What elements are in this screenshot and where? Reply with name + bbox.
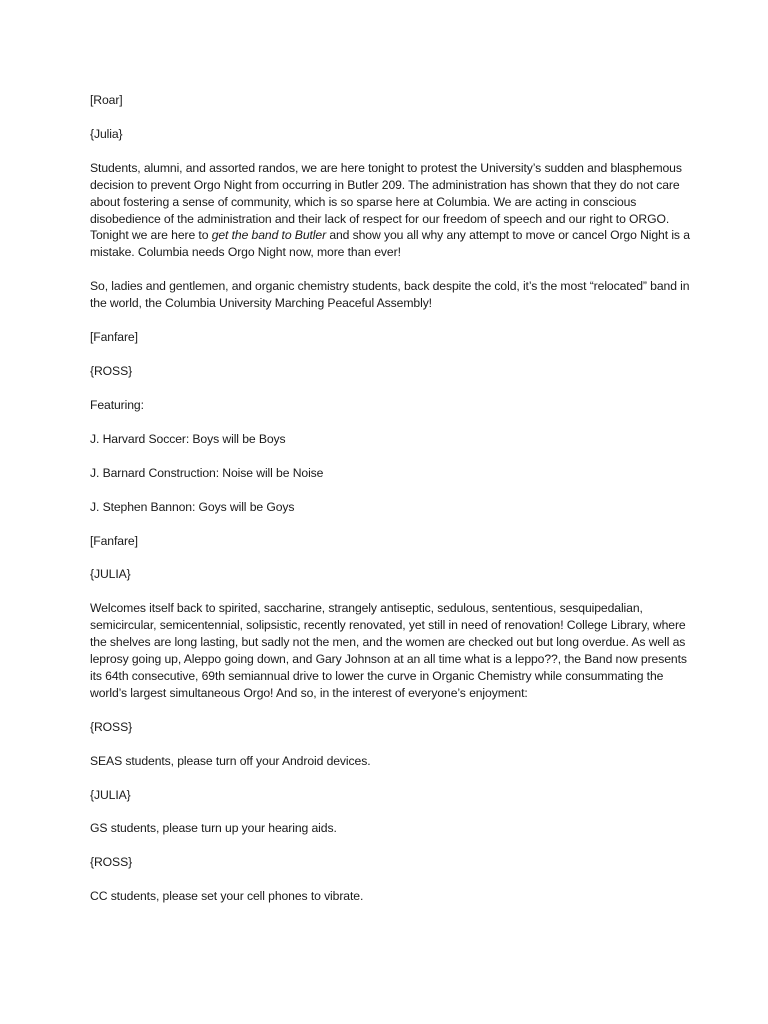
- band-intro-paragraph: So, ladies and gentlemen, and organic chemistry students, back despite the cold, it’s the most “relocated” band in the world, the Columbia University Marching Peaceful Assembly!: [90, 279, 690, 311]
- speaker-julia: {JULIA}: [90, 567, 131, 582]
- welcome-paragraph: Welcomes itself back to spirited, saccharine, strangely antiseptic, sedulous, sententious, sesquipedalian, semicircular, semicentennial, solipsistic, recently renovated, yet still in need of renovation! College Library, where the shelves are long lasting, but sadly not the men, and the women are checked out but long overdue. As well as leprosy going up, Aleppo going down, and Gary Johnson at an all time what is a leppo??, the Band now presents its 64th consecutive, 69th semiannual drive to lower the curve in Organic Chemistry while consummating the world’s largest simultaneous Orgo! And so, in the interest of everyone’s enjoyment:: [90, 601, 687, 700]
- speaker-ross: {ROSS}: [90, 855, 133, 870]
- stage-direction-fanfare: [Fanfare]: [90, 330, 138, 345]
- document-body: [90, 92, 690, 922]
- intro-text-part-1: Students, alumni, and assorted randos, we are here tonight to protest the University’s sudden and blasphemous decision to prevent Orgo Night from occurring in Butler 209. The administration has shown that they do not care about fostering a sense of community, which is so sparse here at Columbia. We are acting in conscious disobedience of the administration and their lack of respect for our freedom of speech and our right to ORGO. Tonight we are here to: [90, 160, 682, 243]
- speaker-ross: {ROSS}: [90, 719, 133, 734]
- speaker-ross: {ROSS}: [90, 363, 133, 378]
- announcement-line: SEAS students, please turn off your Android devices.: [90, 753, 371, 768]
- intro-text-italic: get the band to Butler: [211, 228, 327, 243]
- feature-item: J. Harvard Soccer: Boys will be Boys: [90, 431, 286, 446]
- intro-text-part-2: and show you all why any attempt to move or cancel Orgo Night is a mistake. Columbia needs Orgo Night now, more than ever!: [90, 228, 690, 260]
- featuring-heading: Featuring:: [90, 397, 144, 412]
- speaker-julia: {Julia}: [90, 126, 123, 141]
- announcement-line: CC students, please set your cell phones to vibrate.: [90, 889, 364, 904]
- announcement-line: GS students, please turn up your hearing aids.: [90, 821, 337, 836]
- feature-item: J. Stephen Bannon: Goys will be Goys: [90, 499, 295, 514]
- speaker-julia: {JULIA}: [90, 787, 131, 802]
- intro-paragraph: [90, 160, 690, 261]
- stage-direction-fanfare: [Fanfare]: [90, 533, 138, 548]
- stage-direction-roar: [Roar]: [90, 93, 123, 107]
- feature-item: J. Barnard Construction: Noise will be Noise: [90, 465, 324, 480]
